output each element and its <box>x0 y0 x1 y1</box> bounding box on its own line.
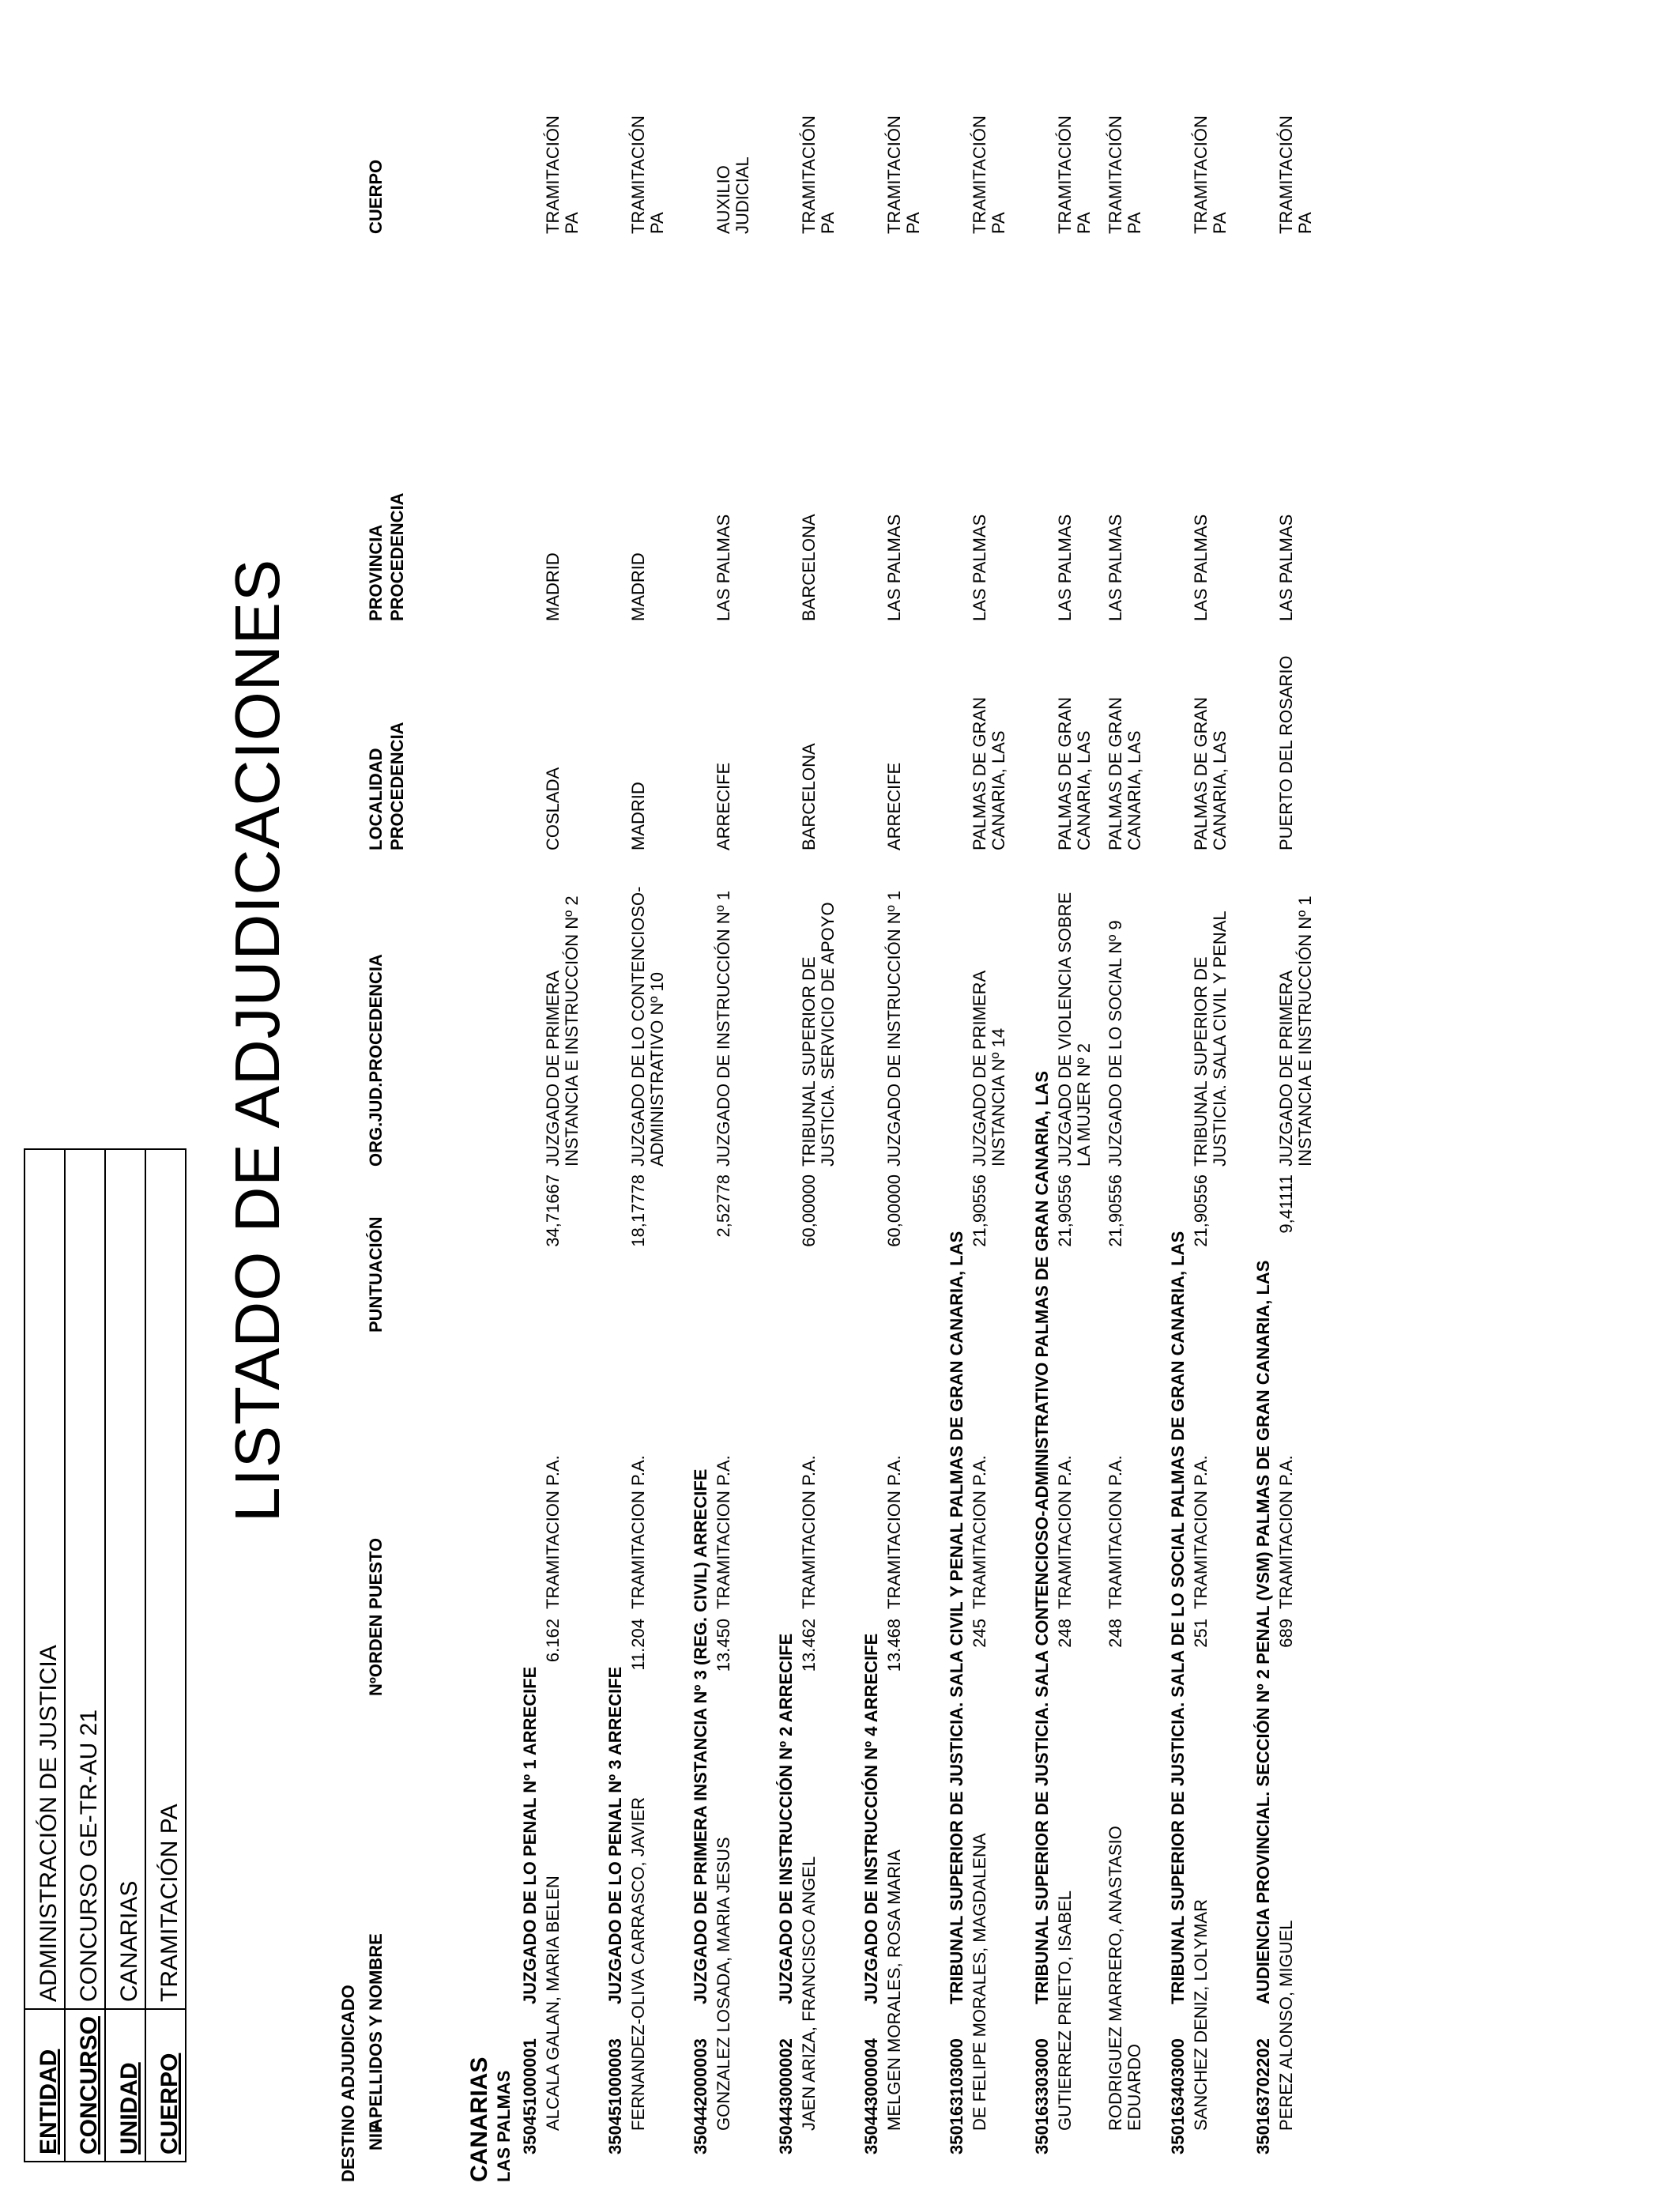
row-puntuacion: 34,71667 <box>543 1174 563 1247</box>
row-puesto: TRAMITACION P.A. <box>1055 1455 1075 1609</box>
table-row <box>800 0 838 2194</box>
row-puntuacion: 21,90556 <box>1055 1174 1075 1247</box>
row-cuerpo: TRAMITACIÓN PA <box>1191 115 1230 234</box>
row-orden: 13.462 <box>799 1619 819 1672</box>
destino-nif: 350443000004 <box>861 2038 881 2154</box>
row-orden: 13.468 <box>884 1619 904 1672</box>
row-org-procedencia: TRIBUNAL SUPERIOR DE JUSTICIA. SALA CIVIL Y PENAL <box>1191 910 1230 1167</box>
row-localidad: BARCELONA <box>799 743 819 850</box>
header-row-concurso <box>65 1149 105 2162</box>
row-nombre: MELGEN MORALES, ROSA MARIA <box>884 1849 904 2131</box>
row-nombre: FERNANDEZ-OLIVA CARRASCO, JAVIER <box>628 1796 648 2131</box>
row-localidad: ARRECIFE <box>884 762 904 850</box>
row-provincia: BARCELONA <box>799 514 819 621</box>
row-puntuacion: 21,90556 <box>970 1174 989 1247</box>
row-cuerpo: AUXILIO JUDICIAL <box>714 156 752 234</box>
row-cuerpo: TRAMITACIÓN PA <box>1276 115 1315 234</box>
row-cuerpo: TRAMITACIÓN PA <box>884 115 923 234</box>
header-key: CONCURSO <box>65 2009 105 2162</box>
destino-name: JUZGADO DE INSTRUCCIÓN Nº 2 ARRECIFE <box>776 1633 796 2004</box>
column-header-provincia-line2: PROCEDENCIA <box>387 492 407 621</box>
destino-group <box>1253 0 1315 2194</box>
column-header-cuerpo: CUERPO <box>366 159 386 234</box>
row-puntuacion: 2,52778 <box>714 1174 733 1238</box>
row-nombre: SANCHEZ DENIZ, LOLYMAR <box>1191 1899 1211 2131</box>
row-org-procedencia: JUZGADO DE INSTRUCCIÓN Nº 1 <box>714 890 733 1167</box>
row-puesto: TRAMITACION P.A. <box>543 1455 563 1609</box>
row-puesto: TRAMITACION P.A. <box>1191 1455 1211 1609</box>
row-provincia: MADRID <box>628 552 648 621</box>
row-org-procedencia: JUZGADO DE LO CONTENCIOSO-ADMINISTRATIVO Nº 10 <box>628 886 667 1167</box>
destino-header <box>861 0 885 2194</box>
column-header-puntuacion: PUNTUACIÓN <box>366 1216 386 1333</box>
row-puesto: TRAMITACION P.A. <box>714 1455 733 1609</box>
row-cuerpo: TRAMITACIÓN PA <box>628 115 667 234</box>
row-localidad: PALMAS DE GRAN CANARIA, LAS <box>1055 697 1094 850</box>
header-value: CANARIAS <box>105 1149 145 2009</box>
row-orden: 245 <box>970 1619 989 1648</box>
destino-name: TRIBUNAL SUPERIOR DE JUSTICIA. SALA CIVIL Y PENAL PALMAS DE GRAN CANARIA, LAS <box>947 1231 966 2004</box>
row-orden: 13.450 <box>714 1619 733 1672</box>
destino-name: JUZGADO DE PRIMERA INSTANCIA Nº 3 (REG. CIVIL) ARRECIFE <box>691 1468 710 2004</box>
row-nombre: ALCALA GALAN, MARIA BELEN <box>543 1875 563 2131</box>
row-orden: 6.162 <box>543 1619 563 1663</box>
destino-group <box>520 0 582 2194</box>
row-puntuacion: 21,90556 <box>1191 1174 1211 1247</box>
row-localidad: PUERTO DEL ROSARIO <box>1276 655 1296 850</box>
adjudicaciones-list <box>520 0 1339 2194</box>
destino-header <box>947 0 970 2194</box>
column-header-localidad-line1: LOCALIDAD <box>366 748 386 850</box>
row-nombre: RODRIGUEZ MARRERO, ANASTASIO EDUARDO <box>1106 1826 1144 2131</box>
header-info-table <box>24 1148 186 2162</box>
row-provincia: LAS PALMAS <box>1106 514 1125 621</box>
row-nombre: JAEN ARIZA, FRANCISCO ANGEL <box>799 1856 819 2131</box>
row-localidad: ARRECIFE <box>714 762 733 850</box>
destino-nif: 350451000001 <box>520 2038 540 2154</box>
table-row <box>1106 0 1144 2194</box>
destino-header <box>605 0 629 2194</box>
column-header-org: ORG.JUD.PROCEDENCIA <box>366 954 386 1167</box>
row-puesto: TRAMITACION P.A. <box>799 1455 819 1609</box>
row-puntuacion: 60,00000 <box>799 1174 819 1247</box>
row-puesto: TRAMITACION P.A. <box>970 1455 989 1609</box>
header-value: TRAMITACIÓN PA <box>145 1149 186 2009</box>
page-title: LISTADO DE ADJUDICACIONES <box>222 558 292 1522</box>
destino-name: JUZGADO DE LO PENAL Nº 3 ARRECIFE <box>605 1666 625 2004</box>
destino-label: DESTINO ADJUDICADO <box>338 1985 358 2182</box>
row-puntuacion: 21,90556 <box>1106 1174 1125 1247</box>
row-nombre: DE FELIPE MORALES, MAGDALENA <box>970 1833 989 2131</box>
row-orden: 11.204 <box>628 1619 648 1671</box>
destino-name: TRIBUNAL SUPERIOR DE JUSTICIA. SALA DE LO SOCIAL PALMAS DE GRAN CANARIA, LAS <box>1168 1231 1188 2004</box>
table-row <box>544 0 582 2194</box>
column-header-provincia <box>365 492 408 621</box>
row-provincia: MADRID <box>543 552 563 621</box>
destino-name: JUZGADO DE INSTRUCCIÓN Nº 4 ARRECIFE <box>861 1633 881 2004</box>
header-value: CONCURSO GE-TR-AU 21 <box>65 1149 105 2009</box>
destino-group <box>776 0 838 2194</box>
table-row <box>1192 0 1230 2194</box>
province-heading: LAS PALMAS <box>494 2070 514 2182</box>
header-key: UNIDAD <box>105 2009 145 2162</box>
destino-nif: 350163303000 <box>1032 2038 1052 2154</box>
destino-header <box>1032 0 1056 2194</box>
destino-group <box>605 0 667 2194</box>
column-header-nif: NIF <box>366 2122 386 2151</box>
row-nombre: PEREZ ALONSO, MIGUEL <box>1276 1920 1296 2131</box>
row-cuerpo: TRAMITACIÓN PA <box>1055 115 1094 234</box>
row-puntuacion: 18,17778 <box>628 1174 648 1247</box>
header-row-unidad <box>105 1149 145 2162</box>
header-key: ENTIDAD <box>24 2009 65 2162</box>
destino-group <box>1168 0 1230 2194</box>
table-row <box>1056 0 1094 2194</box>
row-puesto: TRAMITACION P.A. <box>1106 1455 1125 1609</box>
destino-nif: 350163103000 <box>947 2038 966 2154</box>
destino-group <box>861 0 923 2194</box>
row-orden: 248 <box>1106 1619 1125 1648</box>
destino-nif: 350442000003 <box>691 2038 710 2154</box>
row-puesto: TRAMITACION P.A. <box>884 1455 904 1609</box>
row-provincia: LAS PALMAS <box>884 514 904 621</box>
row-localidad: PALMAS DE GRAN CANARIA, LAS <box>1106 697 1144 850</box>
row-puesto: TRAMITACION P.A. <box>628 1455 648 1609</box>
row-org-procedencia: JUZGADO DE VIOLENCIA SOBRE LA MUJER Nº 2 <box>1055 892 1094 1167</box>
row-localidad: COSLADA <box>543 767 563 850</box>
destino-nif: 350443000002 <box>776 2038 796 2154</box>
table-row <box>714 0 752 2194</box>
destino-header <box>1168 0 1192 2194</box>
row-org-procedencia: JUZGADO DE PRIMERA INSTANCIA E INSTRUCCIÓN Nº 2 <box>543 895 582 1167</box>
destino-header <box>1253 0 1277 2194</box>
row-provincia: LAS PALMAS <box>714 514 733 621</box>
row-orden: 248 <box>1055 1619 1075 1648</box>
row-provincia: LAS PALMAS <box>1276 514 1296 621</box>
row-nombre: GUTIERREZ PRIETO, ISABEL <box>1055 1891 1075 2131</box>
row-cuerpo: TRAMITACIÓN PA <box>970 115 1008 234</box>
column-header-nombre: APELLIDOS Y NOMBRE <box>366 1933 386 2131</box>
row-org-procedencia: JUZGADO DE PRIMERA INSTANCIA Nº 14 <box>970 971 1008 1167</box>
row-cuerpo: TRAMITACIÓN PA <box>1106 115 1144 234</box>
header-value: ADMINISTRACIÓN DE JUSTICIA <box>24 1149 65 2009</box>
destino-group <box>1032 0 1144 2194</box>
column-header-provincia-line1: PROVINCIA <box>366 524 386 621</box>
row-provincia: LAS PALMAS <box>1055 514 1075 621</box>
destino-group <box>947 0 1008 2194</box>
column-header-localidad <box>365 722 408 850</box>
row-org-procedencia: JUZGADO DE PRIMERA INSTANCIA E INSTRUCCIÓN Nº 1 <box>1276 895 1315 1167</box>
region-heading: CANARIAS <box>466 2056 492 2182</box>
row-localidad: PALMAS DE GRAN CANARIA, LAS <box>970 697 1008 850</box>
row-nombre: GONZALEZ LOSADA, MARIA JESUS <box>714 1837 733 2131</box>
destino-nif: 350163702202 <box>1253 2038 1273 2154</box>
row-puntuacion: 9,41111 <box>1276 1174 1296 1234</box>
destino-nif: 350451000003 <box>605 2038 625 2154</box>
row-provincia: LAS PALMAS <box>970 514 989 621</box>
destino-name: AUDIENCIA PROVINCIAL. SECCIÓN Nº 2 PENAL (VSM) PALMAS DE GRAN CANARIA, LAS <box>1253 1260 1273 2004</box>
header-key: CUERPO <box>145 2009 186 2162</box>
row-localidad: PALMAS DE GRAN CANARIA, LAS <box>1191 697 1230 850</box>
destino-group <box>691 0 752 2194</box>
row-orden: 251 <box>1191 1619 1211 1648</box>
row-org-procedencia: JUZGADO DE LO SOCIAL Nº 9 <box>1106 920 1125 1167</box>
row-localidad: MADRID <box>628 782 648 850</box>
row-org-procedencia: TRIBUNAL SUPERIOR DE JUSTICIA. SERVICIO DE APOYO <box>799 902 838 1167</box>
row-cuerpo: TRAMITACIÓN PA <box>799 115 838 234</box>
table-row <box>1277 0 1315 2194</box>
destino-header <box>776 0 800 2194</box>
header-row-cuerpo <box>145 1149 186 2162</box>
column-header-puesto: PUESTO <box>366 1537 386 1609</box>
column-header-localidad-line2: PROCEDENCIA <box>387 722 407 850</box>
row-puntuacion: 60,00000 <box>884 1174 904 1247</box>
table-row <box>629 0 667 2194</box>
destino-nif: 350163403000 <box>1168 2038 1188 2154</box>
destino-header <box>520 0 544 2194</box>
destino-name: JUZGADO DE LO PENAL Nº 1 ARRECIFE <box>520 1666 540 2004</box>
row-orden: 689 <box>1276 1619 1296 1648</box>
table-row <box>970 0 1008 2194</box>
header-row-entidad <box>24 1149 65 2162</box>
destino-name: TRIBUNAL SUPERIOR DE JUSTICIA. SALA CONTENCIOSO-ADMINISTRATIVO PALMAS DE GRAN CANARIA, LAS <box>1032 1070 1052 2004</box>
row-puesto: TRAMITACION P.A. <box>1276 1455 1296 1609</box>
column-header-orden: NºORDEN <box>366 1614 386 1696</box>
row-provincia: LAS PALMAS <box>1191 514 1211 621</box>
row-cuerpo: TRAMITACIÓN PA <box>543 115 582 234</box>
destino-header <box>691 0 714 2194</box>
table-row <box>885 0 923 2194</box>
row-org-procedencia: JUZGADO DE INSTRUCCIÓN Nº 1 <box>884 890 904 1167</box>
